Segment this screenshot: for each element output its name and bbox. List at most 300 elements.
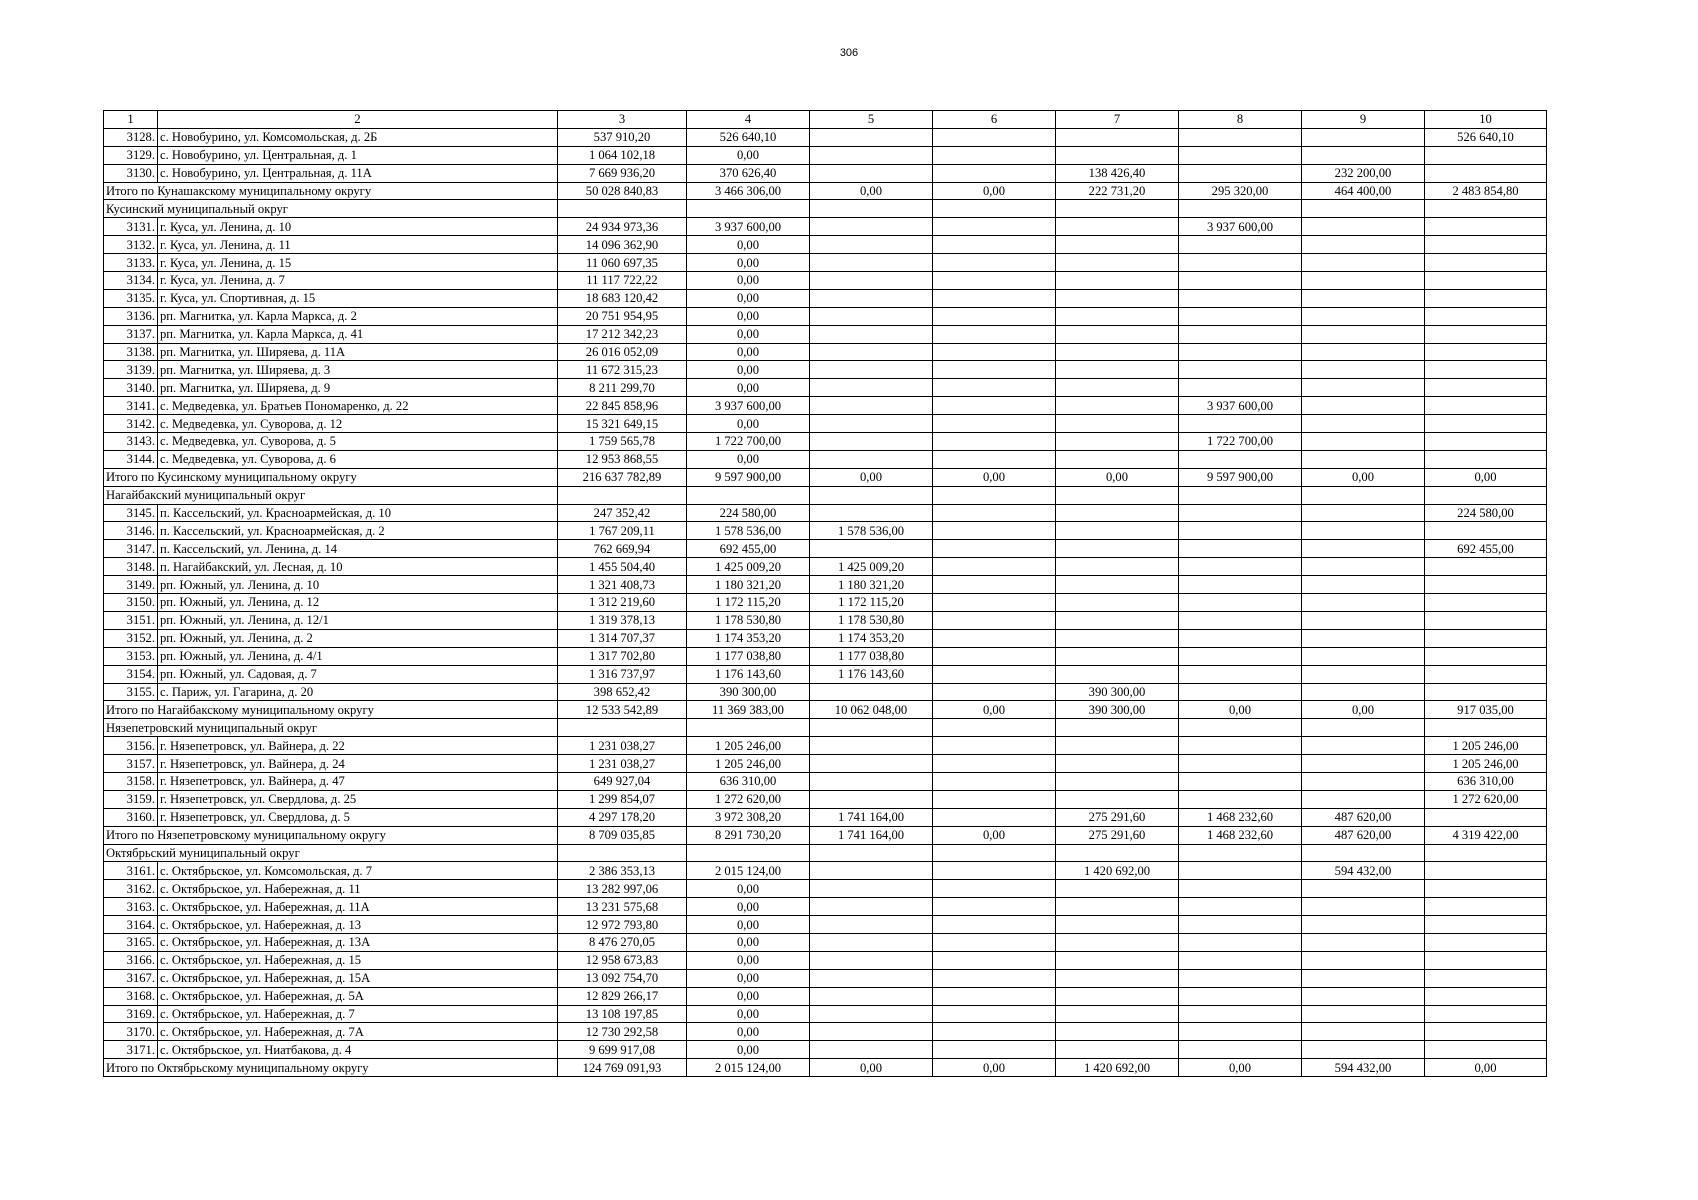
amount-cell: 1 299 854,07 xyxy=(558,790,687,808)
amount-cell xyxy=(1425,164,1547,182)
amount-cell: 12 953 868,55 xyxy=(558,450,687,468)
row-number-cell: 3148. xyxy=(104,558,158,576)
amount-cell: 1 272 620,00 xyxy=(687,790,810,808)
amount-cell xyxy=(1056,504,1179,522)
amount-cell xyxy=(933,772,1056,790)
subtotal-amount-cell: 50 028 840,83 xyxy=(558,182,687,200)
amount-cell: 0,00 xyxy=(687,450,810,468)
amount-cell xyxy=(1425,683,1547,701)
amount-cell xyxy=(933,361,1056,379)
amount-cell xyxy=(1179,504,1302,522)
table-row xyxy=(104,450,1547,468)
amount-cell xyxy=(1425,611,1547,629)
amount-cell xyxy=(810,1041,933,1059)
table-row xyxy=(104,433,1547,451)
table-row xyxy=(104,343,1547,361)
table-row xyxy=(104,164,1547,182)
amount-cell xyxy=(1179,415,1302,433)
table-row xyxy=(104,808,1547,826)
amount-cell xyxy=(1179,594,1302,612)
amount-cell: 3 972 308,20 xyxy=(687,808,810,826)
amount-cell xyxy=(1425,397,1547,415)
empty-cell xyxy=(810,486,933,504)
amount-cell xyxy=(810,755,933,773)
row-number-cell: 3147. xyxy=(104,540,158,558)
amount-cell: 1 205 246,00 xyxy=(687,755,810,773)
subtotal-row xyxy=(104,1059,1547,1077)
amount-cell xyxy=(1179,987,1302,1005)
amount-cell xyxy=(1179,862,1302,880)
row-number-cell: 3162. xyxy=(104,880,158,898)
amount-cell: 1 722 700,00 xyxy=(687,433,810,451)
column-number-cell: 10 xyxy=(1425,111,1547,129)
table-row xyxy=(104,522,1547,540)
subtotal-amount-cell: 0,00 xyxy=(1179,701,1302,719)
address-cell: п. Кассельский, ул. Ленина, д. 14 xyxy=(158,540,558,558)
amount-cell xyxy=(1056,146,1179,164)
amount-cell xyxy=(1179,325,1302,343)
amount-cell xyxy=(1179,272,1302,290)
table-row xyxy=(104,916,1547,934)
empty-cell xyxy=(687,486,810,504)
row-number-cell: 3168. xyxy=(104,987,158,1005)
table-row xyxy=(104,272,1547,290)
amount-cell xyxy=(1056,558,1179,576)
empty-cell xyxy=(1302,719,1425,737)
amount-cell xyxy=(810,969,933,987)
amount-cell xyxy=(810,361,933,379)
amount-cell xyxy=(1179,755,1302,773)
table-row xyxy=(104,254,1547,272)
row-number-cell: 3166. xyxy=(104,951,158,969)
amount-cell: 1 425 009,20 xyxy=(687,558,810,576)
amount-cell: 8 211 299,70 xyxy=(558,379,687,397)
amount-cell xyxy=(1302,898,1425,916)
amount-cell xyxy=(1425,379,1547,397)
amount-cell xyxy=(1056,772,1179,790)
amount-cell: 1 231 038,27 xyxy=(558,737,687,755)
subtotal-row xyxy=(104,468,1547,486)
amount-cell: 3 937 600,00 xyxy=(1179,397,1302,415)
amount-cell xyxy=(933,898,1056,916)
table-row xyxy=(104,1023,1547,1041)
amount-cell: 1 317 702,80 xyxy=(558,647,687,665)
amount-cell: 0,00 xyxy=(687,289,810,307)
row-number-cell: 3159. xyxy=(104,790,158,808)
amount-cell xyxy=(810,254,933,272)
table-row xyxy=(104,647,1547,665)
table-row xyxy=(104,325,1547,343)
column-number-cell: 6 xyxy=(933,111,1056,129)
amount-cell xyxy=(810,737,933,755)
column-number-cell: 3 xyxy=(558,111,687,129)
subtotal-amount-cell: 0,00 xyxy=(1179,1059,1302,1077)
amount-cell xyxy=(933,450,1056,468)
table-row xyxy=(104,558,1547,576)
amount-cell: 1 064 102,18 xyxy=(558,146,687,164)
amount-cell xyxy=(1056,254,1179,272)
subtotal-label: Итого по Кунашакскому муниципальному округу xyxy=(104,182,558,200)
amount-cell xyxy=(1056,737,1179,755)
table-row xyxy=(104,772,1547,790)
amount-cell xyxy=(933,164,1056,182)
subtotal-amount-cell: 594 432,00 xyxy=(1302,1059,1425,1077)
empty-cell xyxy=(558,486,687,504)
subtotal-amount-cell: 2 483 854,80 xyxy=(1425,182,1547,200)
address-cell: с. Октябрьское, ул. Набережная, д. 11 xyxy=(158,880,558,898)
amount-cell xyxy=(810,164,933,182)
amount-cell xyxy=(933,540,1056,558)
amount-cell: 0,00 xyxy=(687,343,810,361)
amount-cell: 1 767 209,11 xyxy=(558,522,687,540)
address-cell: с. Париж, ул. Гагарина, д. 20 xyxy=(158,683,558,701)
amount-cell: 487 620,00 xyxy=(1302,808,1425,826)
amount-cell: 0,00 xyxy=(687,987,810,1005)
amount-cell xyxy=(1302,415,1425,433)
amount-cell xyxy=(1056,576,1179,594)
district-name: Кусинский муниципальный округ xyxy=(104,200,558,218)
amount-cell: 526 640,10 xyxy=(687,128,810,146)
amount-cell xyxy=(1056,415,1179,433)
row-number-cell: 3152. xyxy=(104,629,158,647)
amount-cell xyxy=(810,987,933,1005)
amount-cell: 0,00 xyxy=(687,969,810,987)
amount-cell xyxy=(1302,433,1425,451)
amount-cell: 1 177 038,80 xyxy=(687,647,810,665)
amount-cell xyxy=(1425,289,1547,307)
row-number-cell: 3156. xyxy=(104,737,158,755)
amount-cell xyxy=(933,1005,1056,1023)
amount-cell xyxy=(810,540,933,558)
table-row xyxy=(104,236,1547,254)
column-number-row xyxy=(104,111,1547,129)
amount-cell: 138 426,40 xyxy=(1056,164,1179,182)
row-number-cell: 3140. xyxy=(104,379,158,397)
amount-cell xyxy=(810,504,933,522)
row-number-cell: 3160. xyxy=(104,808,158,826)
amount-cell xyxy=(933,665,1056,683)
empty-cell xyxy=(1179,486,1302,504)
address-cell: г. Нязепетровск, ул. Свердлова, д. 5 xyxy=(158,808,558,826)
row-number-cell: 3136. xyxy=(104,307,158,325)
subtotal-amount-cell: 9 597 900,00 xyxy=(687,468,810,486)
amount-cell xyxy=(933,146,1056,164)
amount-cell: 13 231 575,68 xyxy=(558,898,687,916)
amount-cell: 13 282 997,06 xyxy=(558,880,687,898)
address-cell: г. Куса, ул. Ленина, д. 7 xyxy=(158,272,558,290)
district-name: Нязепетровский муниципальный округ xyxy=(104,719,558,737)
column-number-cell: 9 xyxy=(1302,111,1425,129)
amount-cell: 0,00 xyxy=(687,254,810,272)
amount-cell xyxy=(810,415,933,433)
row-number-cell: 3141. xyxy=(104,397,158,415)
amount-cell xyxy=(810,933,933,951)
amount-cell xyxy=(933,397,1056,415)
empty-cell xyxy=(933,200,1056,218)
amount-cell xyxy=(933,289,1056,307)
empty-cell xyxy=(810,719,933,737)
subtotal-amount-cell: 0,00 xyxy=(1056,468,1179,486)
amount-cell xyxy=(1179,450,1302,468)
amount-cell xyxy=(933,218,1056,236)
amount-cell xyxy=(933,576,1056,594)
amount-cell xyxy=(1056,450,1179,468)
amount-cell: 1 180 321,20 xyxy=(687,576,810,594)
address-cell: г. Куса, ул. Ленина, д. 15 xyxy=(158,254,558,272)
amount-cell: 1 174 353,20 xyxy=(687,629,810,647)
amount-cell xyxy=(1425,433,1547,451)
amount-cell: 24 934 973,36 xyxy=(558,218,687,236)
amount-cell: 224 580,00 xyxy=(1425,504,1547,522)
empty-cell xyxy=(1056,200,1179,218)
table-row xyxy=(104,898,1547,916)
amount-cell xyxy=(810,343,933,361)
amount-cell: 9 699 917,08 xyxy=(558,1041,687,1059)
subtotal-amount-cell: 0,00 xyxy=(1302,701,1425,719)
column-number-cell: 2 xyxy=(158,111,558,129)
amount-cell: 1 319 378,13 xyxy=(558,611,687,629)
amount-cell xyxy=(810,1023,933,1041)
amount-cell: 0,00 xyxy=(687,307,810,325)
subtotal-row xyxy=(104,701,1547,719)
row-number-cell: 3132. xyxy=(104,236,158,254)
amount-cell: 15 321 649,15 xyxy=(558,415,687,433)
amount-cell xyxy=(1425,146,1547,164)
amount-cell xyxy=(933,272,1056,290)
amount-cell xyxy=(933,307,1056,325)
amount-cell: 1 172 115,20 xyxy=(810,594,933,612)
amount-cell: 26 016 052,09 xyxy=(558,343,687,361)
amount-cell: 0,00 xyxy=(687,379,810,397)
amount-cell xyxy=(1056,343,1179,361)
amount-cell: 1 205 246,00 xyxy=(1425,737,1547,755)
empty-cell xyxy=(558,719,687,737)
amount-cell: 1 578 536,00 xyxy=(810,522,933,540)
row-number-cell: 3144. xyxy=(104,450,158,468)
address-cell: г. Нязепетровск, ул. Вайнера, д. 22 xyxy=(158,737,558,755)
column-number-cell: 1 xyxy=(104,111,158,129)
amount-cell xyxy=(1302,1023,1425,1041)
table-row xyxy=(104,683,1547,701)
table-row xyxy=(104,790,1547,808)
amount-cell xyxy=(1056,433,1179,451)
amount-cell xyxy=(1302,755,1425,773)
empty-cell xyxy=(1179,844,1302,862)
amount-cell: 537 910,20 xyxy=(558,128,687,146)
table-row xyxy=(104,862,1547,880)
amount-cell xyxy=(1302,325,1425,343)
amount-cell: 0,00 xyxy=(687,933,810,951)
amount-cell xyxy=(933,755,1056,773)
address-cell: рп. Южный, ул. Ленина, д. 10 xyxy=(158,576,558,594)
amount-cell xyxy=(810,272,933,290)
amount-cell xyxy=(1425,343,1547,361)
amount-cell xyxy=(1302,683,1425,701)
amount-cell: 0,00 xyxy=(687,146,810,164)
amount-cell xyxy=(810,683,933,701)
subtotal-amount-cell: 0,00 xyxy=(933,468,1056,486)
address-cell: г. Куса, ул. Ленина, д. 11 xyxy=(158,236,558,254)
amount-cell: 2 386 353,13 xyxy=(558,862,687,880)
table-row xyxy=(104,128,1547,146)
row-number-cell: 3138. xyxy=(104,343,158,361)
amount-cell xyxy=(1302,218,1425,236)
subtotal-amount-cell: 3 466 306,00 xyxy=(687,182,810,200)
amount-cell: 12 730 292,58 xyxy=(558,1023,687,1041)
amount-cell xyxy=(1425,558,1547,576)
address-cell: с. Октябрьское, ул. Набережная, д. 7 xyxy=(158,1005,558,1023)
amount-cell xyxy=(1425,880,1547,898)
row-number-cell: 3130. xyxy=(104,164,158,182)
amount-cell xyxy=(1425,987,1547,1005)
subtotal-amount-cell: 4 319 422,00 xyxy=(1425,826,1547,844)
table-row xyxy=(104,951,1547,969)
amount-cell xyxy=(933,433,1056,451)
amount-cell: 22 845 858,96 xyxy=(558,397,687,415)
column-number-cell: 7 xyxy=(1056,111,1179,129)
amount-cell: 17 212 342,23 xyxy=(558,325,687,343)
amount-cell: 0,00 xyxy=(687,1041,810,1059)
amount-cell xyxy=(1179,1041,1302,1059)
amount-cell: 1 321 408,73 xyxy=(558,576,687,594)
table-row xyxy=(104,594,1547,612)
amount-cell xyxy=(1302,665,1425,683)
amount-cell xyxy=(1179,647,1302,665)
amount-cell xyxy=(810,289,933,307)
subtotal-amount-cell: 1 420 692,00 xyxy=(1056,1059,1179,1077)
amount-cell xyxy=(810,951,933,969)
subtotal-amount-cell: 0,00 xyxy=(933,701,1056,719)
amount-cell xyxy=(1056,397,1179,415)
empty-cell xyxy=(1056,719,1179,737)
amount-cell xyxy=(933,522,1056,540)
row-number-cell: 3169. xyxy=(104,1005,158,1023)
amount-cell xyxy=(810,450,933,468)
row-number-cell: 3158. xyxy=(104,772,158,790)
empty-cell xyxy=(1179,200,1302,218)
amount-cell xyxy=(1425,218,1547,236)
table-row xyxy=(104,361,1547,379)
amount-cell: 247 352,42 xyxy=(558,504,687,522)
amount-cell xyxy=(933,558,1056,576)
amount-cell xyxy=(1179,790,1302,808)
amount-cell xyxy=(1056,236,1179,254)
subtotal-label: Итого по Нагайбакскому муниципальному округу xyxy=(104,701,558,719)
amount-cell: 1 180 321,20 xyxy=(810,576,933,594)
address-cell: рп. Магнитка, ул. Ширяева, д. 11А xyxy=(158,343,558,361)
amount-cell xyxy=(810,916,933,934)
row-number-cell: 3135. xyxy=(104,289,158,307)
amount-cell xyxy=(1302,236,1425,254)
amount-cell xyxy=(1425,236,1547,254)
amount-cell xyxy=(1302,576,1425,594)
amount-cell xyxy=(1302,1005,1425,1023)
amount-cell: 0,00 xyxy=(687,898,810,916)
subtotal-amount-cell: 216 637 782,89 xyxy=(558,468,687,486)
amount-cell xyxy=(1425,576,1547,594)
amount-cell xyxy=(1056,218,1179,236)
address-cell: г. Куса, ул. Ленина, д. 10 xyxy=(158,218,558,236)
address-cell: рп. Южный, ул. Ленина, д. 2 xyxy=(158,629,558,647)
subtotal-amount-cell: 11 369 383,00 xyxy=(687,701,810,719)
table-row xyxy=(104,755,1547,773)
row-number-cell: 3161. xyxy=(104,862,158,880)
empty-cell xyxy=(933,719,1056,737)
amount-cell: 0,00 xyxy=(687,916,810,934)
amount-cell xyxy=(1425,254,1547,272)
amount-cell: 2 015 124,00 xyxy=(687,862,810,880)
amount-cell xyxy=(933,128,1056,146)
address-cell: с. Октябрьское, ул. Набережная, д. 15А xyxy=(158,969,558,987)
amount-cell: 20 751 954,95 xyxy=(558,307,687,325)
address-cell: рп. Магнитка, ул. Карла Маркса, д. 2 xyxy=(158,307,558,325)
amount-cell: 1 205 246,00 xyxy=(687,737,810,755)
amount-cell xyxy=(1056,790,1179,808)
amount-cell xyxy=(1425,450,1547,468)
subtotal-amount-cell: 390 300,00 xyxy=(1056,701,1179,719)
empty-cell xyxy=(810,844,933,862)
amount-cell xyxy=(1302,647,1425,665)
amount-cell xyxy=(933,236,1056,254)
amount-cell: 275 291,60 xyxy=(1056,808,1179,826)
amount-cell: 1 468 232,60 xyxy=(1179,808,1302,826)
amount-cell xyxy=(810,790,933,808)
amount-cell xyxy=(1056,379,1179,397)
row-number-cell: 3143. xyxy=(104,433,158,451)
amount-cell xyxy=(1179,969,1302,987)
amount-cell xyxy=(1179,558,1302,576)
row-number-cell: 3155. xyxy=(104,683,158,701)
amount-cell xyxy=(1056,594,1179,612)
district-name: Нагайбакский муниципальный округ xyxy=(104,486,558,504)
amount-cell xyxy=(1179,880,1302,898)
amount-cell: 390 300,00 xyxy=(1056,683,1179,701)
amount-cell xyxy=(1179,289,1302,307)
amount-cell: 224 580,00 xyxy=(687,504,810,522)
amount-cell xyxy=(1302,933,1425,951)
amount-cell: 0,00 xyxy=(687,361,810,379)
amount-cell: 0,00 xyxy=(687,236,810,254)
amount-cell: 0,00 xyxy=(687,1023,810,1041)
amount-cell: 13 108 197,85 xyxy=(558,1005,687,1023)
amount-cell: 0,00 xyxy=(687,325,810,343)
table-row xyxy=(104,1005,1547,1023)
empty-cell xyxy=(1425,719,1547,737)
amount-cell xyxy=(1179,576,1302,594)
amount-cell xyxy=(1056,307,1179,325)
subtotal-amount-cell: 917 035,00 xyxy=(1425,701,1547,719)
amount-cell xyxy=(933,737,1056,755)
amount-cell xyxy=(1302,254,1425,272)
amount-cell xyxy=(933,415,1056,433)
table-row xyxy=(104,146,1547,164)
amount-cell: 1 722 700,00 xyxy=(1179,433,1302,451)
amount-cell: 1 759 565,78 xyxy=(558,433,687,451)
subtotal-amount-cell: 0,00 xyxy=(933,826,1056,844)
amount-cell xyxy=(1056,629,1179,647)
amount-cell: 0,00 xyxy=(687,880,810,898)
subtotal-amount-cell: 464 400,00 xyxy=(1302,182,1425,200)
table-row xyxy=(104,665,1547,683)
amount-cell xyxy=(1179,254,1302,272)
address-cell: п. Кассельский, ул. Красноармейская, д. 10 xyxy=(158,504,558,522)
amount-cell xyxy=(1179,951,1302,969)
subtotal-amount-cell: 0,00 xyxy=(810,1059,933,1077)
empty-cell xyxy=(1056,486,1179,504)
amount-cell xyxy=(1425,969,1547,987)
amount-cell: 232 200,00 xyxy=(1302,164,1425,182)
address-cell: с. Медведевка, ул. Суворова, д. 5 xyxy=(158,433,558,451)
